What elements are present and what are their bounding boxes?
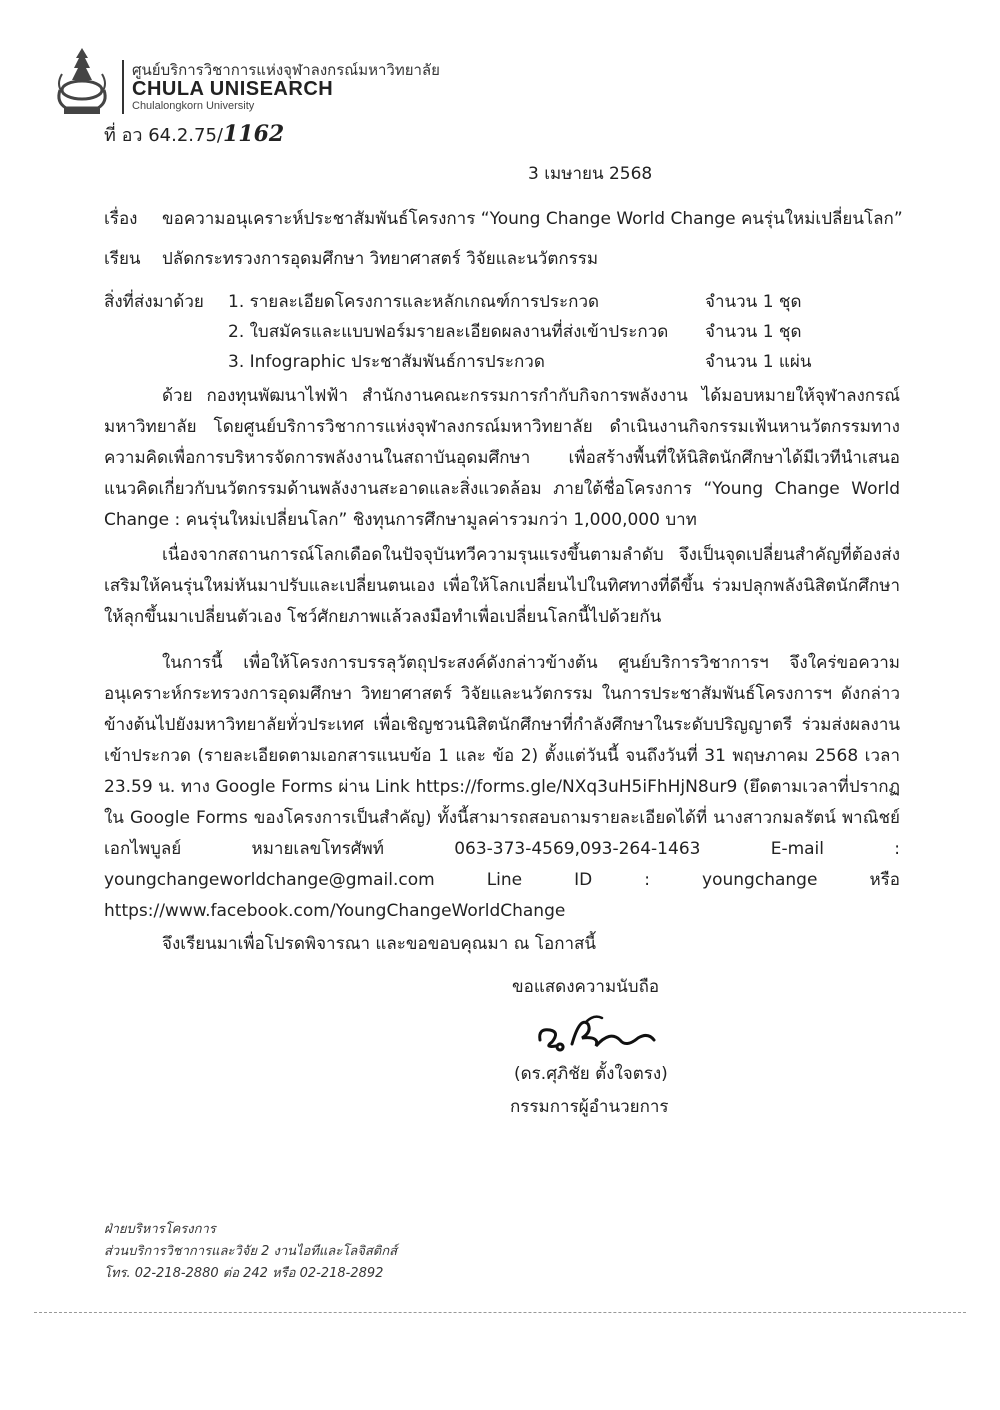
footer-phone: โทร. 02-218-2880 ต่อ 242 หรือ 02-218-2892 (104, 1266, 384, 1281)
signatory-position: กรรมการผู้อำนวยการ (510, 1097, 669, 1117)
closing-line: จึงเรียนมาเพื่อโปรดพิจารณา และขอขอบคุณมา ณ โอกาสนี้ (162, 934, 597, 954)
regards: ขอแสดงความนับถือ (512, 977, 660, 997)
document-number-handwritten: 1162 (223, 121, 285, 147)
header-divider (122, 60, 124, 114)
enclosure-item: 2. ใบสมัครและแบบฟอร์มรายละเอียดผลงานที่ส่งเข้าประกวด (228, 322, 669, 342)
body-paragraph-3: ในการนี้ เพื่อให้โครงการบรรลุวัตถุประสงค์ดังกล่าวข้างต้น ศูนย์บริการวิชาการฯ จึงใคร่ขอความอนุเคราะห์กระทรวงการอุดมศึกษา วิทยาศาสตร์ วิจัยและนวัตกรรม ในการประชาสัมพันธ์โครงการฯ ดังกล่าวข้างต้นไปยังมหาวิทยาลัยทั่วประเทศ เพื่อเชิญชวนนิสิตนักศึกษาที่กำลังศึกษาในระดับปริญญาตรี ร่วมส่งผลงานเข้าประกวด (รายละเอียดตามเอกสารแนบข้อ 1 และ ข้อ 2) ตั้งแต่วันนี้ จนถึงวันที่ 31 พฤษภาคม 2568 เวลา 23.59 น. ทาง Google Forms ผ่าน Link https://forms.gle/NXq3uH5iFhHjN8ur9 (ยึดตามเวลาที่ปรากฏใน Google Forms ของโครงการเป็นสำคัญ) ทั้งนี้สามารถสอบถามรายละเอียดได้ที่ นางสาวกมลรัตน์ พาณิชย์เอกไพบูลย์ หมายเลขโทรศัพท์ 063-373-4569,093-264-1463 E-mail : youngchangeworldchange@gmail.com Line ID : youngchange หรือ https://www.facebook.com/YoungChangeWorldChange (104, 653, 900, 921)
footer-department: ฝ่ายบริหารโครงการ (104, 1222, 216, 1237)
signatory-name: (ดร.ศุภิชัย ตั้งใจตรง) (514, 1064, 668, 1084)
subject-label: เรื่อง (104, 209, 138, 229)
document-number-prefix: ที่ อว 64.2.75/ (104, 125, 223, 146)
enclosure-item: 1. รายละเอียดโครงการและหลักเกณฑ์การประกวด (228, 292, 600, 312)
org-subtitle: Chulalongkorn University (132, 100, 255, 112)
enclosure-qty: จำนวน 1 ชุด (705, 292, 802, 312)
body-paragraph-2: เนื่องจากสถานการณ์โลกเดือดในปัจจุบันทวีความรุนแรงขึ้นตามลำดับ จึงเป็นจุดเปลี่ยนสำคัญที่ต้องส่งเสริมให้คนรุ่นใหม่หันมาปรับและเปลี่ยนตนเอง เพื่อให้โลกเปลี่ยนไปในทิศทางที่ดีขึ้น ร่วมปลุกพลังนิสิตนักศึกษาให้ลุกขึ้นมาเปลี่ยนตัวเอง โชว์ศักยภาพแล้วลงมือทำเพื่อเปลี่ยนโลกนี้ไปด้วยกัน (104, 545, 900, 627)
body-paragraph-1: ด้วย กองทุนพัฒนาไฟฟ้า สำนักงานคณะกรรมการกำกับกิจการพลังงาน ได้มอบหมายให้จุฬาลงกรณ์มหาวิทยาลัย โดยศูนย์บริการวิชาการแห่งจุฬาลงกรณ์มหาวิทยาลัย ดำเนินงานกิจกรรมเฟ้นหานวัตกรรมทางความคิดเพื่อการบริหารจัดการพลังงานในสถาบันอุดมศึกษา เพื่อสร้างพื้นที่ให้นิสิตนักศึกษาได้มีเวทีนำเสนอแนวคิดเกี่ยวกับนวัตกรรมด้านพลังงานสะอาดและสิ่งแวดล้อม ภายใต้ชื่อโครงการ “Young Change World Change : คนรุ่นใหม่เปลี่ยนโลก” ชิงทุนการศึกษามูลค่ารวมกว่า 1,000,000 บาท (104, 386, 900, 530)
enclosure-item: 3. Infographic ประชาสัมพันธ์การประกวด (228, 352, 545, 372)
document-number (104, 120, 284, 149)
enclosure-qty: จำนวน 1 แผ่น (705, 352, 812, 372)
org-name-thai: ศูนย์บริการวิชาการแห่งจุฬาลงกรณ์มหาวิทยาลัย (132, 61, 440, 79)
letter-date: 3 เมษายน 2568 (528, 164, 653, 184)
recipient-text: ปลัดกระทรวงการอุดมศึกษา วิทยาศาสตร์ วิจัยและนวัตกรรม (162, 249, 599, 269)
enclosure-qty: จำนวน 1 ชุด (705, 322, 802, 342)
recipient-label: เรียน (104, 249, 141, 269)
handwritten-signature (530, 1010, 660, 1060)
chula-emblem-icon (52, 44, 112, 116)
enclosures-label: สิ่งที่ส่งมาด้วย (104, 292, 204, 312)
footer-unit: ส่วนบริการวิชาการและวิจัย 2 งานไอทีและโลจิสติกส์ (104, 1244, 398, 1259)
footer-divider (34, 1312, 966, 1313)
org-name-english: CHULA UNISEARCH (132, 78, 334, 100)
subject-text: ขอความอนุเคราะห์ประชาสัมพันธ์โครงการ “Young Change World Change คนรุ่นใหม่เปลี่ยนโลก” (162, 209, 903, 229)
